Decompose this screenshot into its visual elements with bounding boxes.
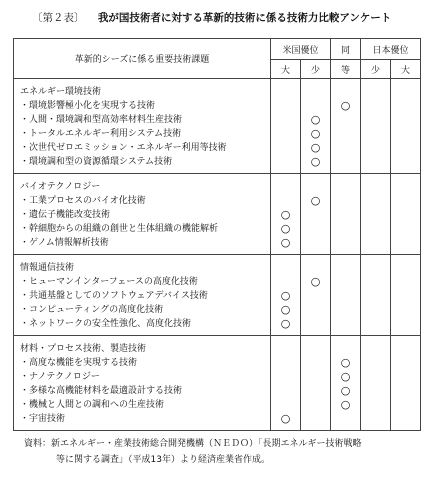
item-label: ・ゲノム情報解析技術 [14, 236, 271, 255]
empty-cell [331, 174, 361, 195]
header-group-jp: 日本優位 [361, 39, 421, 60]
mark-us-small [301, 236, 331, 255]
mark-jp-large [390, 412, 420, 431]
category-group [14, 336, 421, 431]
header-group-us: 米国優位 [271, 39, 331, 60]
mark-us-small [301, 317, 331, 336]
mark-jp-large [390, 303, 420, 317]
mark-us-large: ○ [271, 289, 301, 303]
comparison-table [13, 38, 421, 431]
mark-jp-large [390, 194, 420, 208]
mark-us-large: ○ [271, 236, 301, 255]
source-line-1: 資料：新エネルギー・産業技術総合開発機構（ＮＥＤＯ）「長期エネルギー技術戦略 [24, 439, 362, 449]
mark-us-large [271, 155, 301, 174]
table-title [32, 10, 432, 25]
mark-jp-small [361, 370, 391, 384]
mark-equal [331, 208, 361, 222]
mark-jp-small [361, 317, 391, 336]
mark-us-small [301, 384, 331, 398]
header-group-equal: 同 [331, 39, 361, 60]
source-note [24, 436, 424, 468]
empty-cell [390, 255, 420, 276]
mark-jp-small [361, 222, 391, 236]
table-row [14, 99, 421, 113]
category-group [14, 79, 421, 174]
mark-jp-small [361, 194, 391, 208]
empty-cell [301, 79, 331, 100]
table-header [14, 39, 421, 79]
header-jp-large: 大 [390, 60, 420, 79]
table-row [14, 356, 421, 370]
mark-equal [331, 275, 361, 289]
table-row [14, 194, 421, 208]
mark-us-large [271, 384, 301, 398]
empty-cell [390, 336, 420, 357]
mark-us-small [301, 303, 331, 317]
mark-jp-small [361, 398, 391, 412]
mark-jp-small [361, 384, 391, 398]
item-label: ・幹細胞からの組織の創世と生体組織の機能解析 [14, 222, 271, 236]
category-name: バイオテクノロジー [14, 174, 271, 195]
empty-cell [301, 336, 331, 357]
table-title-text: 我が国技術者に対する革新的技術に係る技術力比較アンケート [97, 12, 392, 24]
mark-equal [331, 141, 361, 155]
item-label: ・環境影響極小化を実現する技術 [14, 99, 271, 113]
mark-jp-large [390, 356, 420, 370]
mark-jp-large [390, 236, 420, 255]
empty-cell [361, 79, 391, 100]
mark-us-small [301, 412, 331, 431]
empty-cell [331, 79, 361, 100]
mark-equal [331, 113, 361, 127]
mark-equal: ○ [331, 398, 361, 412]
mark-us-small [301, 356, 331, 370]
mark-us-small [301, 398, 331, 412]
header-us-small: 少 [301, 60, 331, 79]
mark-us-small [301, 208, 331, 222]
item-column-header: 革新的シーズに係る重要技術課題 [14, 39, 271, 79]
item-label: ・次世代ゼロエミッション・エネルギー利用等技術 [14, 141, 271, 155]
empty-cell [361, 174, 391, 195]
mark-us-large [271, 127, 301, 141]
mark-equal: ○ [331, 370, 361, 384]
item-label: ・人間・環境調和型高効率材料生産技術 [14, 113, 271, 127]
table-row [14, 155, 421, 174]
mark-us-small: ○ [301, 155, 331, 174]
mark-us-small [301, 289, 331, 303]
mark-jp-small [361, 356, 391, 370]
empty-cell [390, 79, 420, 100]
mark-jp-large [390, 113, 420, 127]
mark-jp-small [361, 99, 391, 113]
mark-jp-large [390, 370, 420, 384]
mark-jp-small [361, 275, 391, 289]
table-row [14, 303, 421, 317]
mark-jp-large [390, 398, 420, 412]
table-row [14, 275, 421, 289]
table-row [14, 222, 421, 236]
mark-equal [331, 289, 361, 303]
mark-us-small: ○ [301, 113, 331, 127]
category-group [14, 174, 421, 255]
mark-equal [331, 155, 361, 174]
item-label: ・共通基盤としてのソフトウェアデバイス技術 [14, 289, 271, 303]
mark-us-large [271, 370, 301, 384]
category-group [14, 255, 421, 336]
header-equal: 等 [331, 60, 361, 79]
mark-us-small [301, 222, 331, 236]
mark-jp-small [361, 289, 391, 303]
mark-jp-small [361, 303, 391, 317]
mark-us-small: ○ [301, 275, 331, 289]
empty-cell [331, 255, 361, 276]
mark-jp-small [361, 141, 391, 155]
mark-us-large [271, 398, 301, 412]
table-row [14, 384, 421, 398]
table-row [14, 208, 421, 222]
mark-us-small [301, 99, 331, 113]
mark-equal [331, 317, 361, 336]
empty-cell [301, 174, 331, 195]
mark-equal [331, 127, 361, 141]
item-label: ・ヒューマンインターフェースの高度化技術 [14, 275, 271, 289]
table-row [14, 370, 421, 384]
mark-us-large: ○ [271, 317, 301, 336]
empty-cell [361, 255, 391, 276]
category-row [14, 174, 421, 195]
empty-cell [271, 79, 301, 100]
mark-jp-large [390, 127, 420, 141]
mark-equal [331, 222, 361, 236]
item-label: ・遺伝子機能改変技術 [14, 208, 271, 222]
empty-cell [361, 336, 391, 357]
mark-jp-small [361, 236, 391, 255]
mark-us-small: ○ [301, 194, 331, 208]
table-row [14, 113, 421, 127]
item-label: ・宇宙技術 [14, 412, 271, 431]
mark-jp-small [361, 208, 391, 222]
mark-jp-large [390, 384, 420, 398]
empty-cell [271, 336, 301, 357]
item-label: ・トータルエネルギー利用システム技術 [14, 127, 271, 141]
mark-us-large: ○ [271, 208, 301, 222]
mark-jp-large [390, 141, 420, 155]
item-label: ・工業プロセスのバイオ化技術 [14, 194, 271, 208]
empty-cell [301, 255, 331, 276]
mark-us-large [271, 99, 301, 113]
empty-cell [271, 255, 301, 276]
category-row [14, 336, 421, 357]
mark-equal [331, 412, 361, 431]
mark-us-small: ○ [301, 141, 331, 155]
empty-cell [271, 174, 301, 195]
item-label: ・環境調和型の資源循環システム技術 [14, 155, 271, 174]
mark-us-large: ○ [271, 303, 301, 317]
item-label: ・高度な機能を実現する技術 [14, 356, 271, 370]
mark-jp-large [390, 289, 420, 303]
mark-us-large: ○ [271, 412, 301, 431]
mark-jp-large [390, 275, 420, 289]
category-name: 情報通信技術 [14, 255, 271, 276]
item-label: ・機械と人間との調和への生産技術 [14, 398, 271, 412]
category-row [14, 79, 421, 100]
item-label: ・コンピューティングの高度化技術 [14, 303, 271, 317]
table-row [14, 289, 421, 303]
mark-equal [331, 236, 361, 255]
mark-equal: ○ [331, 356, 361, 370]
mark-jp-large [390, 208, 420, 222]
category-row [14, 255, 421, 276]
item-label: ・ネットワークの安全性強化、高度化技術 [14, 317, 271, 336]
mark-us-large [271, 356, 301, 370]
mark-equal [331, 303, 361, 317]
mark-equal: ○ [331, 99, 361, 113]
mark-jp-large [390, 317, 420, 336]
table-row [14, 317, 421, 336]
mark-jp-small [361, 113, 391, 127]
mark-jp-large [390, 99, 420, 113]
table-row [14, 412, 421, 431]
mark-us-large [271, 141, 301, 155]
empty-cell [331, 336, 361, 357]
category-name: エネルギー環境技術 [14, 79, 271, 100]
mark-us-large [271, 194, 301, 208]
mark-us-large [271, 113, 301, 127]
item-label: ・ナノテクノロジー [14, 370, 271, 384]
table-row [14, 141, 421, 155]
mark-jp-large [390, 222, 420, 236]
mark-us-large [271, 275, 301, 289]
header-jp-small: 少 [361, 60, 391, 79]
category-name: 材料・プロセス技術、製造技術 [14, 336, 271, 357]
mark-us-small [301, 370, 331, 384]
mark-jp-small [361, 412, 391, 431]
mark-jp-small [361, 127, 391, 141]
empty-cell [390, 174, 420, 195]
mark-us-large: ○ [271, 222, 301, 236]
mark-equal [331, 194, 361, 208]
table-row [14, 127, 421, 141]
mark-equal: ○ [331, 384, 361, 398]
header-us-large: 大 [271, 60, 301, 79]
item-label: ・多様な高機能材料を最適設計する技術 [14, 384, 271, 398]
mark-jp-small [361, 155, 391, 174]
mark-jp-large [390, 155, 420, 174]
source-line-2: 等に関する調査」（平成13年）より経済産業省作成。 [56, 455, 270, 465]
table-row [14, 398, 421, 412]
table-number-label: 〔第２表〕 [32, 12, 85, 24]
mark-us-small: ○ [301, 127, 331, 141]
table-row [14, 236, 421, 255]
